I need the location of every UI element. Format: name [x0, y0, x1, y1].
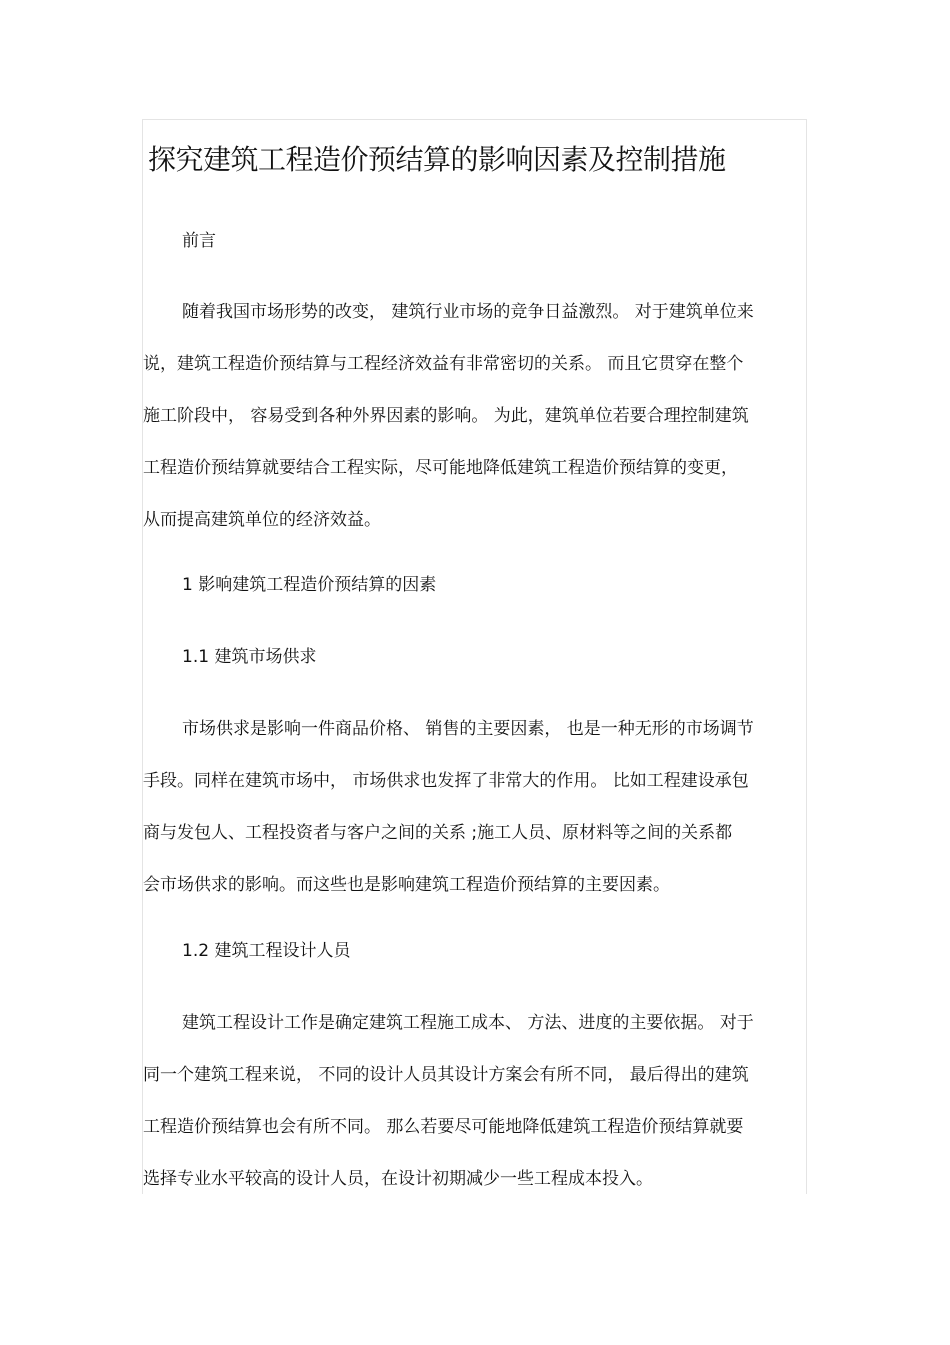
- section-1-1-heading: 1.1 建筑市场供求: [182, 647, 317, 667]
- paragraph-line: 会市场供求的影响。而这些也是影响建筑工程造价预结算的主要因素。: [143, 875, 670, 895]
- paragraph-line: 同一个建筑工程来说， 不同的设计人员其设计方案会有所不同， 最后得出的建筑: [143, 1065, 749, 1085]
- section-1-2-heading: 1.2 建筑工程设计人员: [182, 941, 351, 961]
- section-1-1-paragraph: [143, 717, 807, 897]
- paragraph-line: 选择专业水平较高的设计人员，在设计初期减少一些工程成本投入。: [143, 1169, 653, 1189]
- paragraph-line: 建筑工程设计工作是确定建筑工程施工成本、 方法、进度的主要依据。 对于: [182, 1013, 754, 1033]
- intro-paragraph: [143, 300, 807, 532]
- section-1-2-paragraph: [143, 1011, 807, 1191]
- paragraph-line: 商与发包人、工程投资者与客户之间的关系 ;施工人员、原材料等之间的关系都: [143, 823, 733, 843]
- paragraph-line: 随着我国市场形势的改变， 建筑行业市场的竞争日益激烈。 对于建筑单位来: [182, 302, 754, 322]
- paragraph-line: 从而提高建筑单位的经济效益。: [143, 510, 381, 530]
- paragraph-line: 工程造价预结算就要结合工程实际，尽可能地降低建筑工程造价预结算的变更，: [143, 458, 738, 478]
- paragraph-line: 手段。同样在建筑市场中， 市场供求也发挥了非常大的作用。 比如工程建设承包: [143, 771, 749, 791]
- section-1-heading: 1 影响建筑工程造价预结算的因素: [182, 575, 437, 595]
- document-title: 探究建筑工程造价预结算的影响因素及控制措施: [148, 143, 726, 176]
- paragraph-line: 说，建筑工程造价预结算与工程经济效益有非常密切的关系。 而且它贯穿在整个: [143, 354, 744, 374]
- paragraph-line: 施工阶段中， 容易受到各种外界因素的影响。 为此，建筑单位若要合理控制建筑: [143, 406, 749, 426]
- paragraph-line: 市场供求是影响一件商品价格、 销售的主要因素， 也是一种无形的市场调节: [182, 719, 754, 739]
- paragraph-line: 工程造价预结算也会有所不同。 那么若要尽可能地降低建筑工程造价预结算就要: [143, 1117, 744, 1137]
- preface-heading: 前言: [182, 231, 216, 251]
